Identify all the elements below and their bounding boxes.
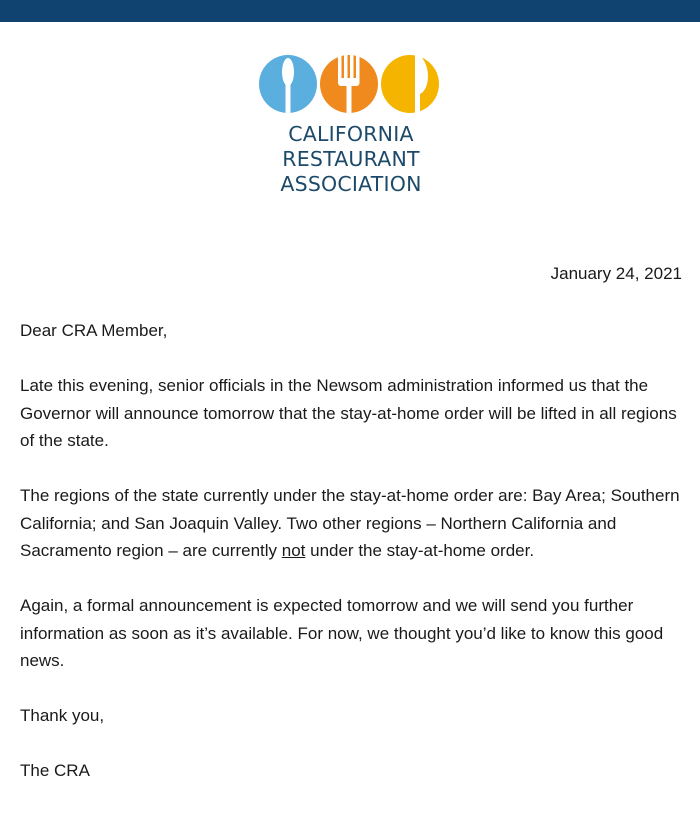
logo-wordmark: [256, 122, 446, 197]
logo-icon: [258, 50, 444, 116]
salutation: Dear CRA Member,: [20, 321, 168, 340]
paragraph-3: Again, a formal announcement is expected tomorrow and we will send you further information as soon as it’s available. For now, we thought you’d like to know this good news.: [20, 596, 664, 670]
paragraph-2: [20, 482, 692, 565]
paragraph-2-part-2: under the stay-at-home order.: [305, 541, 535, 560]
paragraph-1: Late this evening, senior officials in the Newsom administration informed us that the Governor will announce tomorrow that the stay-at-home order will be lifted in all regions of the state.: [20, 376, 677, 450]
letter-body: [20, 317, 692, 785]
closing: Thank you,: [20, 706, 105, 725]
header-bar: [0, 0, 700, 22]
emphasis-not: not: [281, 541, 306, 560]
signature: The CRA: [20, 761, 90, 780]
logo-line-2: RESTAURANT: [282, 147, 420, 171]
paragraph-2-part-1: The regions of the state currently under the stay-at-home order are: Bay Area; Southern California; and San Joaquin Valley. Two other regions – Northern California and Sacramento region – are currently: [20, 486, 680, 560]
logo-line-3: ASSOCIATION: [280, 172, 422, 196]
letter-date: January 24, 2021: [550, 264, 682, 283]
cra-logo: [256, 50, 446, 200]
logo-line-1: CALIFORNIA: [288, 122, 414, 146]
